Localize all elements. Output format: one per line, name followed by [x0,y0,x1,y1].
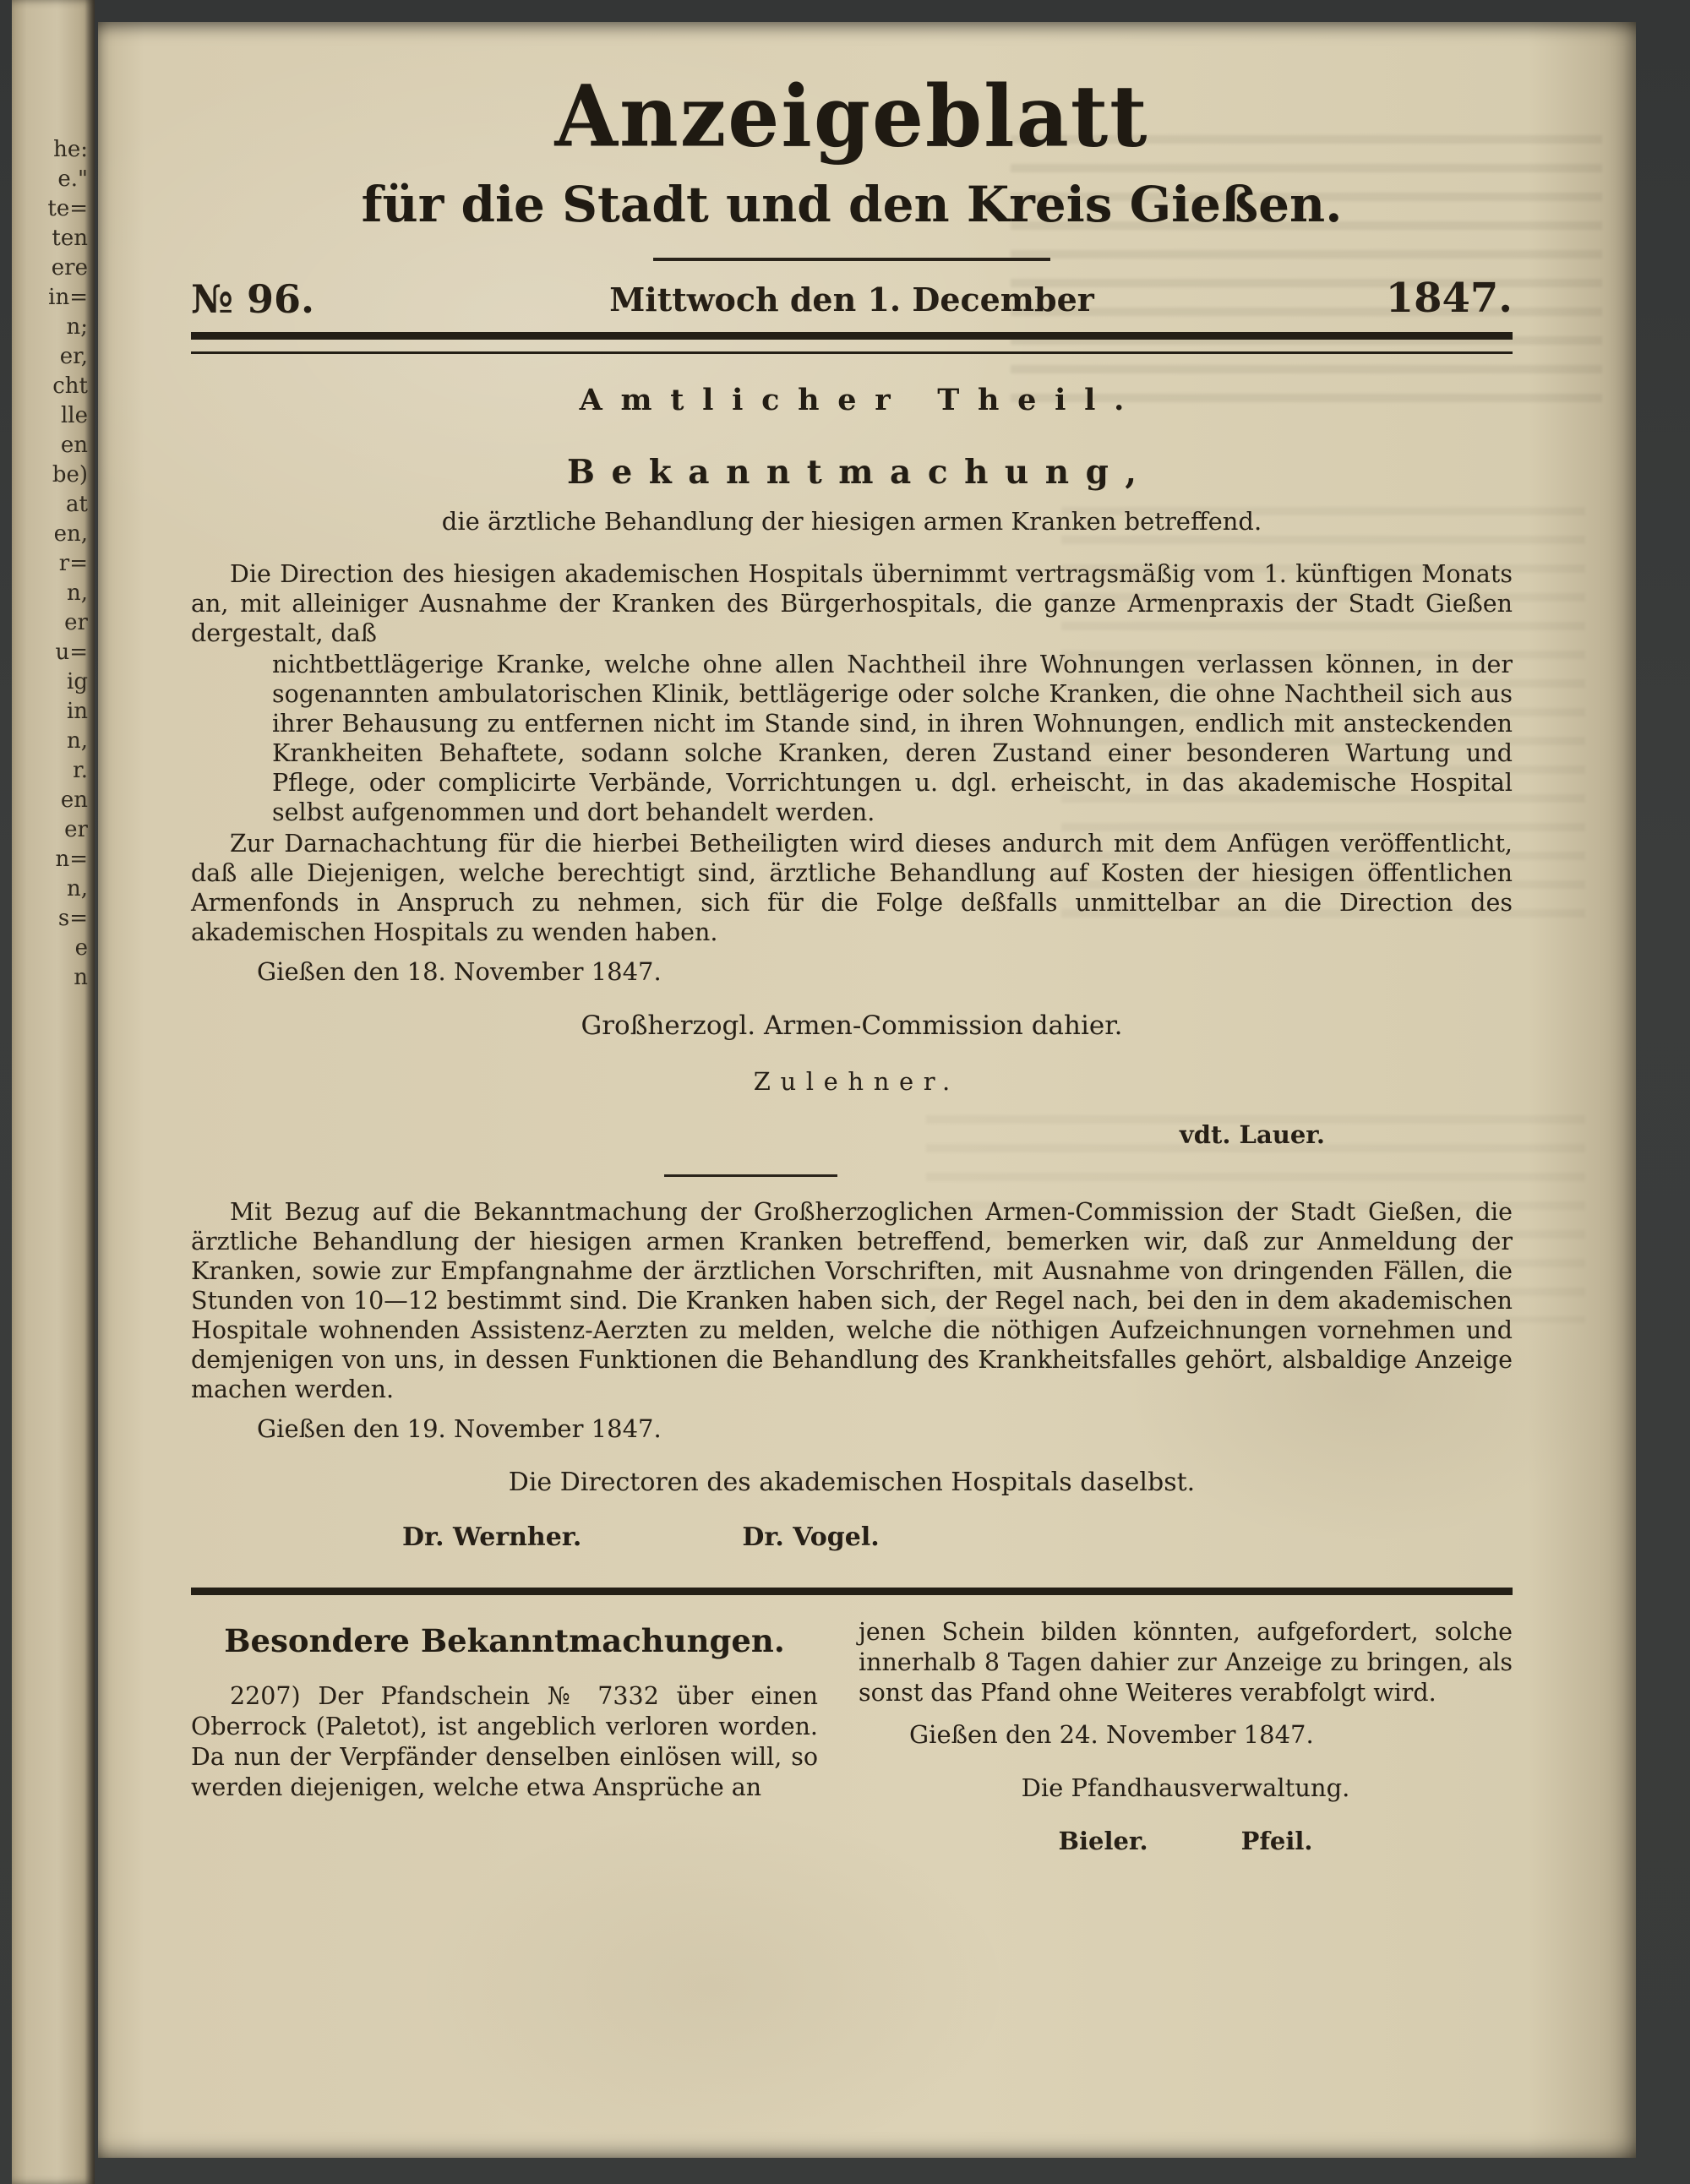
page-edge-fragment: ten [52,226,88,251]
page-edge-fragment: n [74,965,88,990]
masthead-title: Anzeigeblatt [554,66,1149,166]
announcement-subtitle: die ärztliche Behandlung der hiesigen armen Kranken betreffend. [441,506,1262,536]
double-rule [191,332,1513,354]
issue-year: 1847. [1385,274,1513,322]
pawn-ticket-notice-right: jenen Schein bilden könnten, aufgefordert, solche innerhalb 8 Tagen dahier zur Anzeige zu bringen, als sonst das Pfand ohne Weiteres verabfolgt wird. [859,1617,1513,1707]
newspaper-page [98,22,1636,2158]
page-edge-fragment: ere [51,255,88,280]
page-edge-fragment: e." [57,166,88,192]
hospital-notice-paragraph: Mit Bezug auf die Bekanntmachung der Großherzoglichen Armen-Commission der Stadt Gießen, die ärztliche Behandlung der hiesigen armen Kranken betreffend, bemerken wir, daß zur Anmeldung der Kranken, sowie zur Empfangnahme der ärztlichen Vorschriften, mit Ausnahme von dringenden Fällen, die Stunden von 10—12 bestimmt sind. Die Kranken haben sich, der Regel nach, bei den in dem akademischen Hospitale wohnenden Assistenz-Aerzten zu melden, welche die nöthigen Aufzeichnungen vornehmen und demjenigen von uns, in dessen Funktionen die Behandlung des Krankheitsfalles gehört, alsbaldige Anzeige machen werden. [191,1197,1513,1403]
signature-zulehner: Zulehner. [753,1066,960,1096]
page-edge-fragment: en, [53,521,88,547]
issue-date: Mittwoch den 1. December [609,280,1094,319]
page-edge-fragment: s= [57,906,88,931]
directors-signatures [191,1522,1513,1552]
page-edge-fragment: be) [52,462,88,487]
page-edge-fragment: r= [58,551,88,576]
page-edge-fragment: cht [52,373,88,399]
page-edge-fragment: he: [53,137,88,162]
pawn-office-name: Die Pfandhausverwaltung. [1021,1773,1350,1802]
signature-vogel: Dr. Vogel. [742,1522,880,1552]
page-edge-fragment: n, [66,580,88,606]
page-edge-fragment: te= [47,196,88,221]
announcement-paragraph-1: Die Direction des hiesigen akademischen Hospitals übernimmt vertragsmäßig vom 1. künftigen Monats an, mit alleiniger Ausnahme der Kranken des Bürgerhospitals, die ganze Armenpraxis der Stadt Gießen dergestalt, daß [191,559,1513,647]
separator-rule [664,1174,837,1177]
page-edge-fragment: n= [55,847,88,872]
special-section-heading: Besondere Bekanntmachungen. [224,1621,785,1659]
announcement-heading: Bekanntmachung, [567,452,1153,492]
dateline-18-november: Gießen den 18. November 1847. [257,956,662,986]
page-content-column [191,22,1513,1855]
directors-line: Die Directoren des akademischen Hospitals daselbst. [508,1467,1196,1497]
announcement-paragraph-2: Zur Darnachachtung für die hierbei Betheiligten wird dieses andurch mit dem Anfügen veröffentlicht, daß alle Diejenigen, welche berechtigt sind, ärztliche Behandlung auf Kosten der hiesigen öffentlichen Armenfonds in Anspruch zu nehmen, sich für die Folge deßfalls unmittelbar an die Direction des akademischen Hospitals zu wenden haben. [191,829,1513,946]
pawn-office-signatures [859,1827,1513,1855]
announcement-indented-paragraph: nichtbettlägerige Kranke, welche ohne allen Nachtheil ihre Wohnungen verlassen können, in der sogenannten ambulatorischen Klinik, bettlägerige oder solche Kranken, die ohne Nachtheil sich aus ihrer Behausung zu entfernen nicht im Stande sind, in ihren Wohnungen, endlich mit ansteckenden Krankheiten Behaftete, sodann solche Kranken, deren Zustand einer besonderen Wartung und Pflege, oder complicirte Verbände, Vorrichtungen u. dgl. erheischt, in das akademische Hospital selbst aufgenommen und dort behandelt werden. [272,650,1513,826]
commission-name: Großherzogl. Armen-Commission dahier. [581,1010,1123,1041]
page-edge-fragment: er, [59,344,88,369]
page-edge-fragment: ig [67,669,88,694]
page-edge-fragment: lle [60,403,88,428]
page-edge-fragment: n, [66,876,88,901]
masthead-rule [653,258,1050,261]
page-edge-fragment: er [64,817,88,842]
page-edge-fragment: n, [66,728,88,754]
page-edge-fragment: at [66,492,88,517]
previous-page-text-fragments [20,135,88,993]
left-column [191,1617,818,1855]
page-edge-fragment: in= [48,285,88,310]
page-edge-fragment: en [60,433,88,458]
dateline-24-november: Gießen den 24. November 1847. [909,1719,1314,1749]
official-section-heading: Amtlicher Theil. [579,382,1143,417]
special-announcements-columns [191,1617,1513,1855]
section-divider-rule [191,1588,1513,1595]
pawn-ticket-notice-left: 2207) Der Pfandschein № 7332 über einen Oberrock (Paletot), ist angeblich verloren worden. Da nun der Verpfänder denselben einlösen will, so werden diejenigen, welche etwa Ansprüche an [191,1681,818,1801]
signature-lauer: vdt. Lauer. [1179,1119,1325,1149]
signature-wernher: Dr. Wernher. [402,1522,582,1552]
page-edge-fragment: n; [66,314,88,340]
page-edge-fragment: in [66,699,88,724]
dateline-19-november: Gießen den 19. November 1847. [257,1413,662,1443]
issue-number: № 96. [191,275,315,322]
previous-page-edge [12,0,95,2184]
page-edge-fragment: er [64,610,88,635]
page-edge-fragment: r. [73,758,88,783]
masthead-subtitle: für die Stadt und den Kreis Gießen. [361,176,1343,233]
right-column [859,1617,1513,1855]
page-edge-fragment: e [74,935,88,961]
signature-pfeil: Pfeil. [1240,1826,1313,1855]
page-edge-fragment: en [60,787,88,813]
page-edge-fragment: u= [55,640,88,665]
issue-date-row [191,275,1513,322]
signature-bieler: Bieler. [1058,1826,1148,1855]
